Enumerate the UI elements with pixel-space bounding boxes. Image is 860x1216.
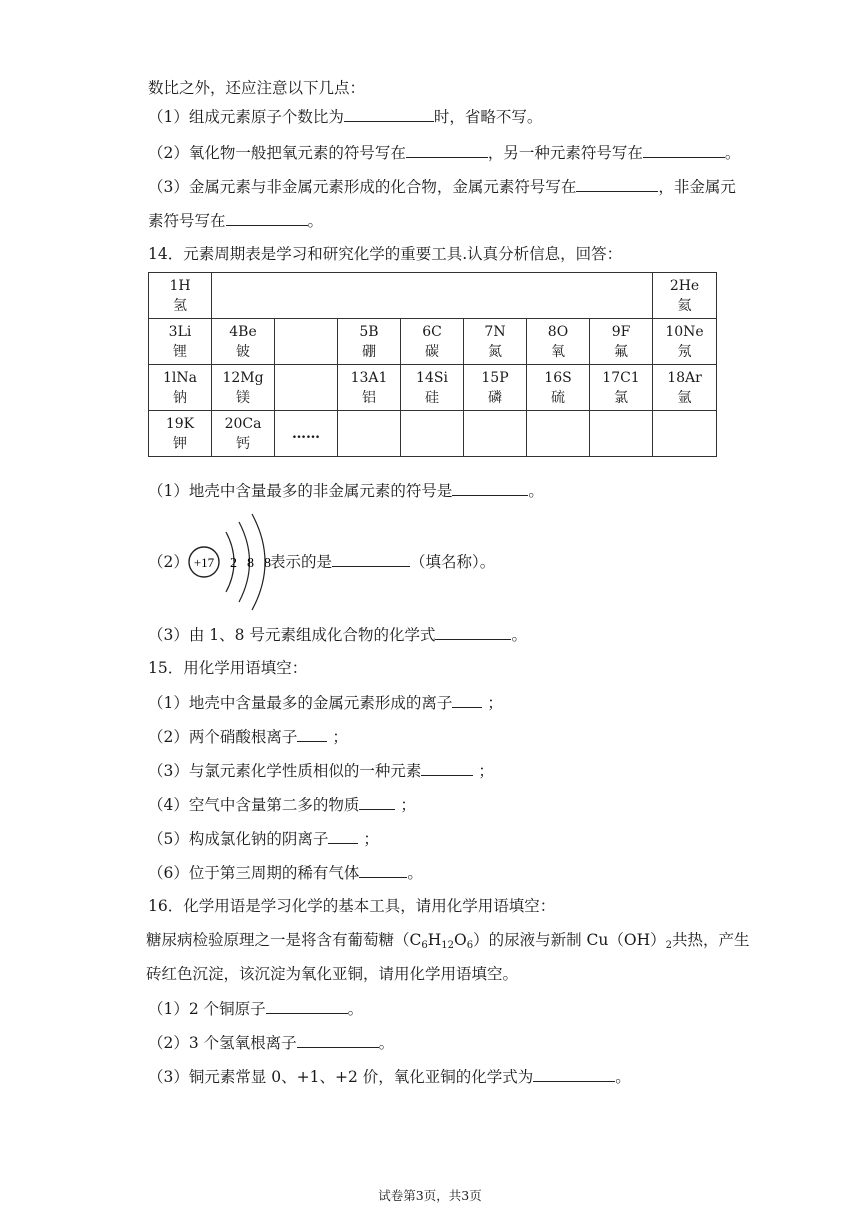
empty-cell: [590, 411, 653, 457]
element-symbol: 1H: [169, 277, 191, 294]
element-symbol: 1lNa: [163, 369, 197, 386]
text: ，另一种元素符号写在: [487, 144, 643, 162]
element-name: 锂: [173, 343, 187, 360]
element-cell: [653, 319, 717, 365]
shell-electron-count: 8: [264, 556, 271, 571]
element-symbol: 17C1: [602, 369, 640, 386]
intro-line: [148, 78, 365, 98]
answer-blank[interactable]: [643, 142, 725, 158]
element-cell: [212, 365, 275, 411]
nucleus-charge: +17: [193, 555, 215, 570]
element-name: 镁: [236, 389, 250, 406]
element-cell: [464, 319, 527, 365]
element-cell: [149, 273, 212, 319]
element-symbol: 3Li: [168, 323, 192, 340]
subscript: 6: [466, 940, 474, 951]
text: （2）两个硝酸根离子: [148, 728, 298, 746]
q13-item-2: [148, 142, 740, 163]
text: 。: [347, 1000, 364, 1018]
empty-cell: [338, 411, 401, 457]
text: （填名称）。: [410, 553, 496, 571]
text: （6）位于第三周期的稀有气体: [148, 864, 360, 882]
text: （3）由 1、8 号元素组成化合物的化学式: [148, 626, 436, 644]
element-name: 钾: [173, 435, 187, 452]
q15-item-6: [148, 862, 423, 883]
element-name: 氯: [614, 389, 628, 406]
element-symbol: 8O: [547, 323, 569, 340]
answer-blank[interactable]: [332, 551, 410, 567]
element-name: 氖: [677, 343, 692, 360]
text: 。: [307, 212, 324, 230]
element-cell: [653, 273, 717, 319]
text: 。: [407, 864, 423, 882]
empty-cell: [275, 319, 338, 365]
empty-cell: [401, 411, 464, 457]
text: 16．化学用语是学习化学的基本工具，请用化学用语填空：: [148, 897, 556, 915]
q13-item-3-cont: [148, 210, 323, 231]
element-name: 碳: [425, 343, 439, 360]
text: （1）地壳中含量最多的金属元素形成的离子: [148, 694, 453, 712]
element-cell: [527, 319, 590, 365]
text: （3）铜元素常显 0、+1、+2 价，氧化亚铜的化学式为: [148, 1068, 534, 1086]
element-cell: [653, 365, 717, 411]
element-symbol: 6C: [422, 323, 442, 340]
element-symbol: 7N: [484, 323, 506, 340]
element-name: 硫: [551, 389, 565, 406]
q16-paragraph-line-1: [146, 930, 750, 956]
element-symbol: 4Be: [229, 323, 257, 340]
text: 数比之外，还应注意以下几点：: [148, 79, 366, 97]
element-cell: [212, 319, 275, 365]
text: （3）与氯元素化学性质相似的一种元素: [148, 762, 422, 780]
q15-item-2: [148, 726, 348, 747]
element-cell: [401, 319, 464, 365]
element-symbol: 20Ca: [224, 415, 262, 432]
answer-blank[interactable]: [359, 794, 395, 810]
text: （1）地壳中含量最多的非金属元素的符号是: [148, 482, 453, 500]
q15-item-5: [148, 828, 379, 849]
element-name: 钠: [173, 389, 187, 406]
text: O: [454, 931, 467, 949]
empty-cell: [653, 411, 717, 457]
table-row: [149, 411, 717, 457]
answer-blank[interactable]: [266, 998, 348, 1014]
q16-paragraph-line-2: [146, 964, 518, 984]
element-cell: [149, 319, 212, 365]
element-symbol: 18Ar: [667, 369, 702, 386]
element-cell: [590, 319, 653, 365]
element-symbol: 15P: [481, 369, 509, 386]
text: 砖红色沉淀，该沉淀为氧化亚铜，请用化学用语填空。: [146, 965, 519, 983]
text: 共热，产生: [671, 931, 750, 949]
text: 14．元素周期表是学习和研究化学的重要工具.认真分析信息，回答：: [148, 245, 623, 263]
answer-blank[interactable]: [435, 624, 511, 640]
empty-cell: [527, 411, 590, 457]
element-symbol: 12Mg: [222, 369, 264, 386]
element-symbol: 16S: [544, 369, 572, 386]
text: H: [427, 931, 442, 949]
element-cell: [338, 319, 401, 365]
element-name: 氦: [677, 297, 692, 314]
element-cell: [590, 365, 653, 411]
text: ，非金属元: [658, 178, 736, 196]
element-name: 氟: [614, 343, 628, 360]
element-name: 硅: [425, 389, 439, 406]
element-cell: [338, 365, 401, 411]
q13-item-1: [148, 106, 542, 127]
periodic-table: [148, 272, 717, 457]
empty-cell: [212, 273, 653, 319]
element-name: 铝: [362, 389, 376, 406]
q16-item-1: [148, 998, 363, 1019]
ellipsis-text: ……: [292, 425, 320, 442]
element-cell: [212, 411, 275, 457]
question-15-title: [148, 658, 307, 678]
element-name: 硼: [362, 343, 376, 360]
element-name: 氧: [551, 343, 565, 360]
text: 。: [724, 144, 741, 162]
element-symbol: 13A1: [350, 369, 388, 386]
text: ）的尿液与新制 Cu（OH）: [473, 931, 666, 949]
text: 。: [378, 1034, 395, 1052]
element-symbol: 9F: [611, 323, 631, 340]
q16-item-3: [148, 1066, 631, 1087]
table-row: [149, 365, 717, 411]
element-cell: [527, 365, 590, 411]
element-name: 铍: [236, 343, 250, 360]
text: ；: [478, 762, 494, 780]
answer-blank[interactable]: [452, 480, 528, 496]
ellipsis-cell: [275, 411, 338, 457]
text: （2）3 个氢氧根离子: [148, 1034, 297, 1052]
text: 。: [615, 1068, 631, 1086]
element-name: 氮: [488, 343, 502, 360]
q14-item-3: [148, 624, 527, 645]
answer-blank[interactable]: [359, 862, 407, 878]
table-row: [149, 319, 717, 365]
text: 表示的是: [270, 553, 333, 571]
text: ；: [363, 830, 379, 848]
text: ；: [400, 796, 416, 814]
element-name: 磷: [488, 389, 502, 406]
answer-blank[interactable]: [533, 1066, 615, 1082]
text: ；: [332, 728, 348, 746]
table-row: [149, 273, 717, 319]
text: 素符号写在: [148, 212, 226, 230]
text: （5）构成氯化钠的阴离子: [148, 830, 329, 848]
element-symbol: 5B: [359, 323, 379, 340]
subscript: 2: [665, 940, 672, 951]
text: 糖尿病检验原理之一是将含有葡萄糖（C: [146, 931, 422, 949]
empty-cell: [275, 365, 338, 411]
q14-item-2-text: [270, 550, 495, 572]
text: 时，省略不写。: [433, 108, 543, 126]
empty-cell: [464, 411, 527, 457]
element-cell: [149, 411, 212, 457]
answer-blank[interactable]: [344, 106, 434, 122]
page-footer: 试卷第3页，共3页: [378, 1188, 482, 1203]
subscript: 6: [421, 940, 428, 951]
q16-item-2: [148, 1032, 394, 1053]
text: （2）: [148, 553, 189, 571]
q14-item-1: [148, 480, 544, 501]
element-symbol: 2He: [669, 277, 700, 294]
text: （1）2 个铜原子: [148, 1000, 266, 1018]
q15-item-3: [148, 760, 494, 781]
q15-item-4: [148, 794, 416, 815]
element-cell: [149, 365, 212, 411]
element-name: 钙: [236, 435, 250, 452]
shell-electron-count: 8: [247, 556, 254, 571]
question-16-title: [148, 896, 555, 916]
element-name: 氩: [677, 389, 692, 406]
answer-blank[interactable]: [421, 760, 473, 776]
answer-blank[interactable]: [406, 142, 488, 158]
text: 。: [511, 626, 527, 644]
text: ；: [487, 694, 503, 712]
element-symbol: 14Si: [416, 369, 448, 386]
answer-blank[interactable]: [226, 210, 308, 226]
q15-item-1: [148, 692, 503, 713]
q14-item-2: [148, 512, 628, 612]
answer-blank[interactable]: [328, 828, 358, 844]
text: （3）金属元素与非金属元素形成的化合物，金属元素符号写在: [148, 178, 577, 196]
text: （4）空气中含量第二多的物质: [148, 796, 360, 814]
subscript: 12: [441, 940, 455, 951]
element-symbol: 10Ne: [665, 323, 704, 340]
q13-item-3: [148, 176, 736, 197]
question-14-title: [148, 244, 622, 264]
text: （1）组成元素原子个数比为: [148, 108, 344, 126]
answer-blank[interactable]: [297, 1032, 379, 1048]
text: 。: [528, 482, 544, 500]
shell-electron-count: 2: [230, 556, 237, 571]
element-cell: [464, 365, 527, 411]
text: 15．用化学用语填空：: [148, 659, 308, 677]
answer-blank[interactable]: [576, 176, 658, 192]
element-cell: [401, 365, 464, 411]
answer-blank[interactable]: [452, 692, 482, 708]
element-symbol: 19K: [165, 415, 195, 432]
element-name: 氢: [173, 297, 187, 314]
text: （2）氧化物一般把氧元素的符号写在: [148, 144, 406, 162]
answer-blank[interactable]: [297, 726, 327, 742]
